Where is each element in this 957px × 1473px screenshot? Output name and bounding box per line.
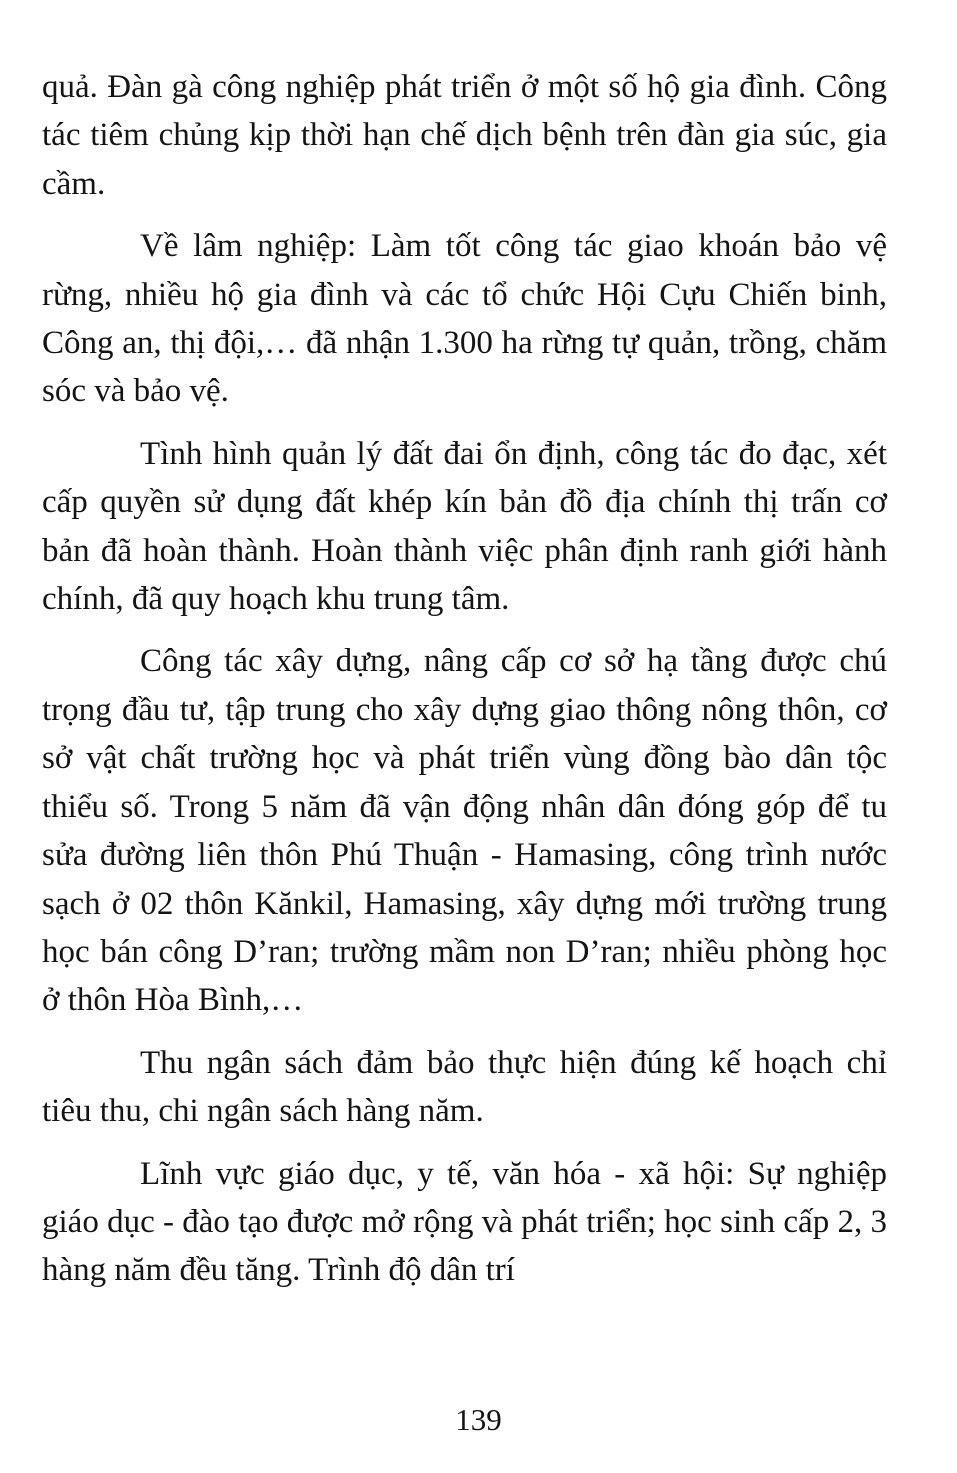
body-text: [42, 63, 887, 1295]
paragraph-livestock-continued: quả. Đàn gà công nghiệp phát triển ở một số hộ gia đình. Công tác tiêm chủng kịp thời hạn chế dịch bệnh trên đàn gia súc, gia cầm.: [42, 69, 887, 202]
paragraph-education: Lĩnh vực giáo dục, y tế, văn hóa - xã hội: Sự nghiệp giáo dục - đào tạo được mở rộng và phát triển; học sinh cấp 2, 3 hàng năm đều tăng. Trình độ dân trí: [42, 1155, 887, 1289]
paragraph-land-management: Tình hình quản lý đất đai ổn định, công tác đo đạc, xét cấp quyền sử dụng đất khép kín bản đồ địa chính thị trấn cơ bản đã hoàn thành. Hoàn thành việc phân định ranh giới hành chính, đã quy hoạch khu trung tâm.: [42, 435, 887, 618]
paragraph-budget: Thu ngân sách đảm bảo thực hiện đúng kế hoạch chỉ tiêu thu, chi ngân sách hàng năm.: [42, 1044, 887, 1130]
page-number: 139: [455, 1402, 502, 1437]
paragraph-forestry: Về lâm nghiệp: Làm tốt công tác giao khoán bảo vệ rừng, nhiều hộ gia đình và các tổ chức Hội Cựu Chiến binh, Công an, thị đội,… đã nhận 1.300 ha rừng tự quản, trồng, chăm sóc và bảo vệ.: [42, 228, 887, 410]
paragraph-infrastructure: Công tác xây dựng, nâng cấp cơ sở hạ tầng được chú trọng đầu tư, tập trung cho xây dựng giao thông nông thôn, cơ sở vật chất trường học và phát triển vùng đồng bào dân tộc thiểu số. Trong 5 năm đã vận động nhân dân đóng góp để tu sửa đường liên thôn Phú Thuận - Hamasing, công trình nước sạch ở 02 thôn Kănkil, Hamasing, xây dựng mới trường trung học bán công D’ran; trường mầm non D’ran; nhiều phòng học ở thôn Hòa Bình,…: [42, 643, 887, 1019]
